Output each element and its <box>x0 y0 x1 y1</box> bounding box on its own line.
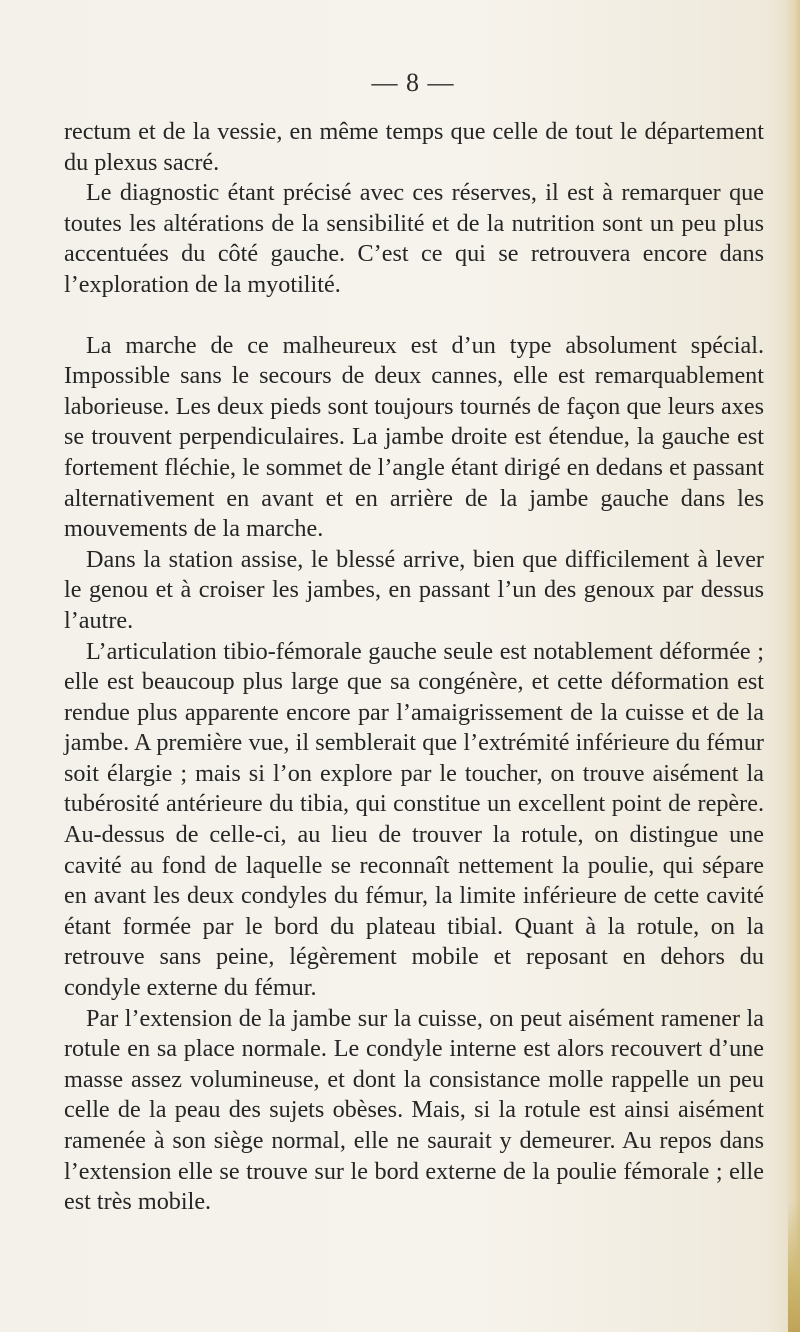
paragraph-knee-joint: L’articulation tibio-fémorale gauche seule est notablement déformée ; elle est beaucoup plus large que sa congénère, et cette déformation est rendue plus apparente encore par l’amaigrissement de la cuisse et de la jambe. A première vue, il semblerait que l’extrémité inférieure du fémur soit élargie ; mais si l’on explore par le toucher, on trouve aisément la tubérosité antérieure du tibia, qui constitue un excellent point de repère. Au-dessus de celle-ci, au lieu de trouver la rotule, on distingue une cavité au fond de laquelle se reconnaît nettement la poulie, qui sépare en avant les deux condyles du fémur, la limite inférieure de cette cavité étant formée par le bord du plateau tibial. Quant à la rotule, on la retrouve sans peine, légèrement mobile et reposant en dehors du condyle externe du fémur. <box>64 637 764 1002</box>
paragraph-diagnostic: Le diagnostic étant précisé avec ces réserves, il est à remarquer que toutes les altérations de la sensibilité et de la nutrition sont un peu plus accentuées du côté gauche. C’est ce qui se retrouvera encore dans l’exploration de la myotilité. <box>64 179 764 298</box>
page-number: — 8 — <box>371 68 455 97</box>
body-text <box>64 117 764 1218</box>
page-edge-stain <box>788 1200 800 1332</box>
paragraph-continuation: rectum et de la vessie, en même temps que celle de tout le département du plexus sacré. <box>64 118 764 176</box>
page-edge-shadow <box>786 0 800 1332</box>
paragraph-gait: La marche de ce malheureux est d’un type absolument spécial. Impossible sans le secours de deux cannes, elle est remarquablement laborieuse. Les deux pieds sont toujours tournés de façon que leurs axes se trouvent perpendiculaires. La jambe droite est étendue, la gauche est fortement fléchie, le sommet de l’angle étant dirigé en dedans et passant alternativement en avant et en arrière de la jambe gauche dans les mouvements de la marche. <box>64 331 764 543</box>
paragraph-extension: Par l’extension de la jambe sur la cuisse, on peut aisément ramener la rotule en sa place normale. Le condyle interne est alors recouvert d’une masse assez volumineuse, et dont la consistance molle rappelle un peu celle de la peau des sujets obèses. Mais, si la rotule est ainsi aisément ramenée à son siège normal, elle ne saurait y demeurer. Au repos dans l’extension elle se trouve sur le bord externe de la poulie fémorale ; elle est très mobile. <box>64 1004 764 1216</box>
paragraph-sitting: Dans la station assise, le blessé arrive, bien que difficilement à lever le genou et à croiser les jambes, en passant l’un des genoux par dessus l’autre. <box>64 545 764 634</box>
